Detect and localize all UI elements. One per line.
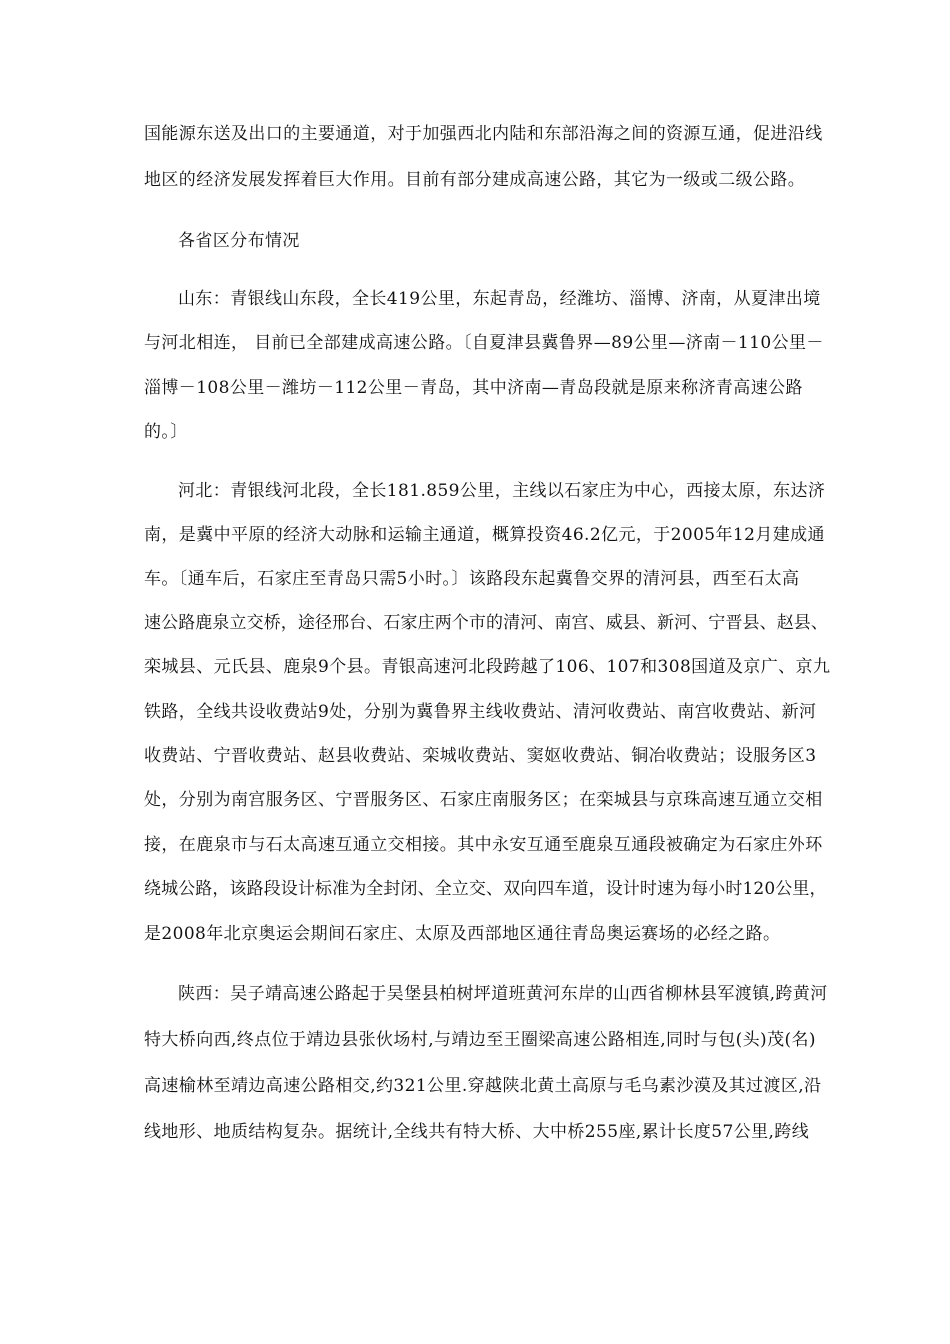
text-line: 陕西：吴子靖高速公路起于吴堡县柏树坪道班黄河东岸的山西省柳林县军渡镇,跨黄河 xyxy=(178,984,828,1004)
text-line: 铁路，全线共设收费站9处，分别为冀鲁界主线收费站、清河收费站、南宫收费站、新河 xyxy=(144,702,817,722)
text-line: 国能源东送及出口的主要通道，对于加强西北内陆和东部沿海之间的资源互通，促进沿线 xyxy=(144,124,823,144)
text-line: 绕城公路，该路段设计标准为全封闭、全立交、双向四车道，设计时速为每小时120公里， xyxy=(144,879,827,899)
text-line: 接，在鹿泉市与石太高速互通立交相接。其中永安互通至鹿泉互通段被确定为石家庄外环 xyxy=(144,835,823,855)
text-line: 山东：青银线山东段，全长419公里，东起青岛，经潍坊、淄博、济南，从夏津出境 xyxy=(178,289,821,309)
text-line: 地区的经济发展发挥着巨大作用。目前有部分建成高速公路，其它为一级或二级公路。 xyxy=(144,170,806,190)
text-line: 速公路鹿泉立交桥，途径邢台、石家庄两个市的清河、南宫、威县、新河、宁晋县、赵县、 xyxy=(144,613,828,633)
text-line: 线地形、地质结构复杂。据统计,全线共有特大桥、大中桥255座,累计长度57公里,跨线 xyxy=(144,1122,810,1142)
text-line: 与河北相连， 目前已全部建成高速公路。〔自夏津县冀鲁界—89公里—济南－110公里－ xyxy=(144,333,824,353)
text-line: 河北：青银线河北段，全长181.859公里，主线以石家庄为中心，西接太原，东达济 xyxy=(178,481,826,501)
text-line: 的。〕 xyxy=(144,422,188,442)
text-line: 是2008年北京奥运会期间石家庄、太原及西部地区通往青岛奥运赛场的必经之路。 xyxy=(144,924,781,944)
text-line: 淄博－108公里－潍坊－112公里－青岛，其中济南—青岛段就是原来称济青高速公路 xyxy=(144,378,803,398)
text-line: 处，分别为南宫服务区、宁晋服务区、石家庄南服务区；在栾城县与京珠高速互通立交相 xyxy=(144,790,823,810)
section-heading: 各省区分布情况 xyxy=(178,231,300,251)
text-line: 栾城县、元氏县、鹿泉9个县。青银高速河北段跨越了106、107和308国道及京广、京九 xyxy=(144,657,831,677)
text-line: 高速榆林至靖边高速公路相交,约321公里.穿越陕北黄土高原与毛乌素沙漠及其过渡区,沿 xyxy=(144,1076,822,1096)
text-line: 车。〔通车后，石家庄至青岛只需5小时。〕该路段东起冀鲁交界的清河县，西至石太高 xyxy=(144,569,800,589)
text-line: 南，是冀中平原的经济大动脉和运输主通道，概算投资46.2亿元，于2005年12月建成通 xyxy=(144,525,825,545)
text-line: 特大桥向西,终点位于靖边县张伙场村,与靖边至王圈梁高速公路相连,同时与包(头)茂(名) xyxy=(144,1030,816,1050)
text-line: 收费站、宁晋收费站、赵县收费站、栾城收费站、窦妪收费站、铜冶收费站；设服务区3 xyxy=(144,746,817,766)
